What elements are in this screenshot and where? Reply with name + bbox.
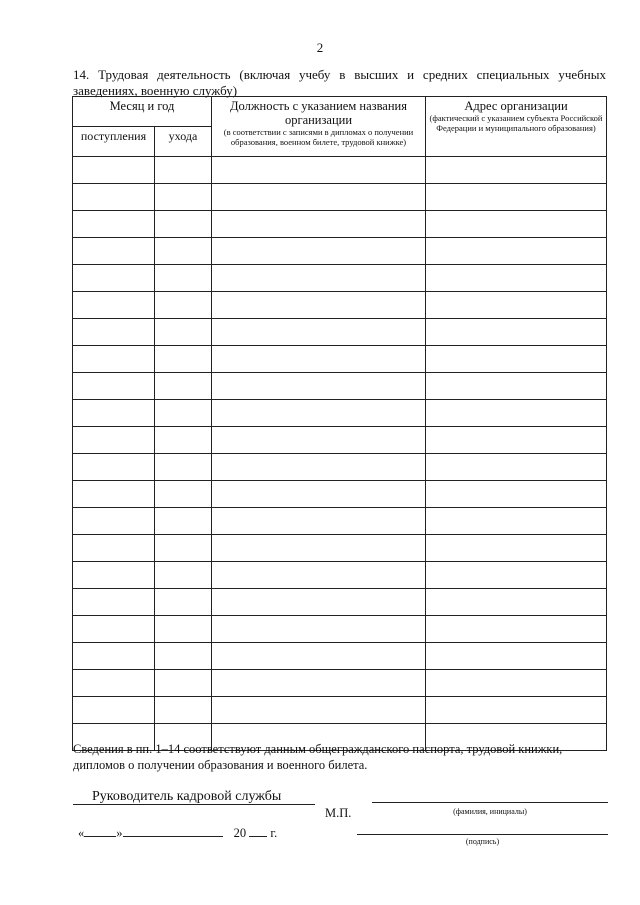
end-cell[interactable] [155,454,212,481]
end-cell[interactable] [155,427,212,454]
position-cell[interactable] [212,670,426,697]
start-cell[interactable] [73,292,155,319]
position-cell[interactable] [212,562,426,589]
address-cell[interactable] [426,535,607,562]
section-title: 14. Трудовая деятельность (включая учебу в высших и средних специальных учебных заведениях, военную службу) [73,67,606,98]
start-cell[interactable] [73,670,155,697]
address-cell[interactable] [426,697,607,724]
day-field[interactable] [84,825,116,837]
table-row [73,400,607,427]
end-cell[interactable] [155,508,212,535]
position-cell[interactable] [212,697,426,724]
table-row [73,616,607,643]
table-row [73,157,607,184]
position-cell[interactable] [212,508,426,535]
position-cell[interactable] [212,427,426,454]
table-row [73,211,607,238]
end-cell[interactable] [155,589,212,616]
address-header-title: Адрес организации [464,99,568,113]
position-cell[interactable] [212,643,426,670]
position-cell[interactable] [212,400,426,427]
address-header-note: (фактический с указанием субъекта Российской Федерации и муниципального образования) [429,113,603,133]
page-number: 2 [316,40,324,55]
verification-statement: Сведения в пп. 1–14 соответствуют данным общегражданского паспорта, трудовой книжки, дипломов о получении образования и военного билета. [73,742,563,772]
year-field[interactable] [249,825,267,837]
end-cell[interactable] [155,373,212,400]
position-cell[interactable] [212,319,426,346]
position-cell[interactable] [212,346,426,373]
address-cell[interactable] [426,292,607,319]
start-cell[interactable] [73,616,155,643]
end-cell[interactable] [155,157,212,184]
position-cell[interactable] [212,373,426,400]
start-cell[interactable] [73,319,155,346]
start-cell[interactable] [73,427,155,454]
address-cell[interactable] [426,346,607,373]
address-cell[interactable] [426,643,607,670]
date-field [78,825,277,841]
start-cell[interactable] [73,184,155,211]
start-cell[interactable] [73,481,155,508]
start-header: поступления [73,127,155,157]
start-cell[interactable] [73,643,155,670]
end-cell[interactable] [155,400,212,427]
position-cell[interactable] [212,616,426,643]
end-cell[interactable] [155,562,212,589]
address-cell[interactable] [426,481,607,508]
address-cell[interactable] [426,373,607,400]
start-cell[interactable] [73,157,155,184]
table-row [73,535,607,562]
name-field[interactable] [372,802,608,803]
table-row [73,265,607,292]
end-cell[interactable] [155,481,212,508]
table-row [73,508,607,535]
address-cell[interactable] [426,265,607,292]
table-body [73,157,607,751]
address-cell[interactable] [426,400,607,427]
end-cell[interactable] [155,643,212,670]
end-cell[interactable] [155,535,212,562]
end-cell[interactable] [155,265,212,292]
table-row [73,697,607,724]
table-row [73,427,607,454]
position-cell[interactable] [212,157,426,184]
start-cell[interactable] [73,400,155,427]
table-row [73,238,607,265]
table-row [73,562,607,589]
end-cell[interactable] [155,319,212,346]
end-cell[interactable] [155,697,212,724]
position-cell[interactable] [212,481,426,508]
address-cell[interactable] [426,157,607,184]
address-cell[interactable] [426,670,607,697]
end-cell[interactable] [155,292,212,319]
address-header [426,97,607,157]
hr-head-line [73,804,315,805]
position-header [212,97,426,157]
table-row [73,670,607,697]
table-row [73,454,607,481]
month-field[interactable] [123,825,223,837]
position-cell[interactable] [212,238,426,265]
address-cell[interactable] [426,427,607,454]
position-cell[interactable] [212,211,426,238]
month-year-header: Месяц и год [73,97,212,127]
address-cell[interactable] [426,508,607,535]
address-cell[interactable] [426,616,607,643]
address-cell[interactable] [426,589,607,616]
date-close-quote: » [116,826,123,840]
end-cell[interactable] [155,184,212,211]
end-cell[interactable] [155,616,212,643]
table-row [73,184,607,211]
position-header-note: (в соответствии с записями в дипломах о получении образования, военном билете, трудовой книжке) [223,127,414,147]
start-cell[interactable] [73,589,155,616]
address-cell[interactable] [426,319,607,346]
end-cell[interactable] [155,346,212,373]
end-cell[interactable] [155,211,212,238]
start-cell[interactable] [73,535,155,562]
year-suffix: г. [270,826,278,840]
table-row [73,346,607,373]
address-cell[interactable] [426,184,607,211]
position-cell[interactable] [212,265,426,292]
position-cell[interactable] [212,535,426,562]
end-header: ухода [155,127,212,157]
year-prefix: 20 [233,826,247,840]
table-row [73,643,607,670]
table-row [73,373,607,400]
signature-caption: (подпись) [465,837,500,846]
address-cell[interactable] [426,562,607,589]
start-cell[interactable] [73,454,155,481]
table-row [73,319,607,346]
start-cell[interactable] [73,562,155,589]
table-row [73,292,607,319]
signature-field[interactable] [357,834,608,835]
position-cell[interactable] [212,184,426,211]
start-cell[interactable] [73,697,155,724]
address-cell[interactable] [426,238,607,265]
employment-table [72,96,607,751]
position-header-title: Должность с указанием названия организации [230,99,407,127]
start-cell[interactable] [73,373,155,400]
end-cell[interactable] [155,238,212,265]
stamp-label: М.П. [325,806,352,820]
start-cell[interactable] [73,211,155,238]
position-cell[interactable] [212,454,426,481]
address-cell[interactable] [426,454,607,481]
position-cell[interactable] [212,292,426,319]
start-cell[interactable] [73,346,155,373]
start-cell[interactable] [73,265,155,292]
address-cell[interactable] [426,211,607,238]
start-cell[interactable] [73,238,155,265]
hr-head-label: Руководитель кадровой службы [92,789,282,804]
table-row [73,481,607,508]
table-row [73,589,607,616]
end-cell[interactable] [155,670,212,697]
start-cell[interactable] [73,508,155,535]
date-open-quote: « [78,826,85,840]
position-cell[interactable] [212,589,426,616]
name-caption: (фамилия, инициалы) [453,807,527,816]
